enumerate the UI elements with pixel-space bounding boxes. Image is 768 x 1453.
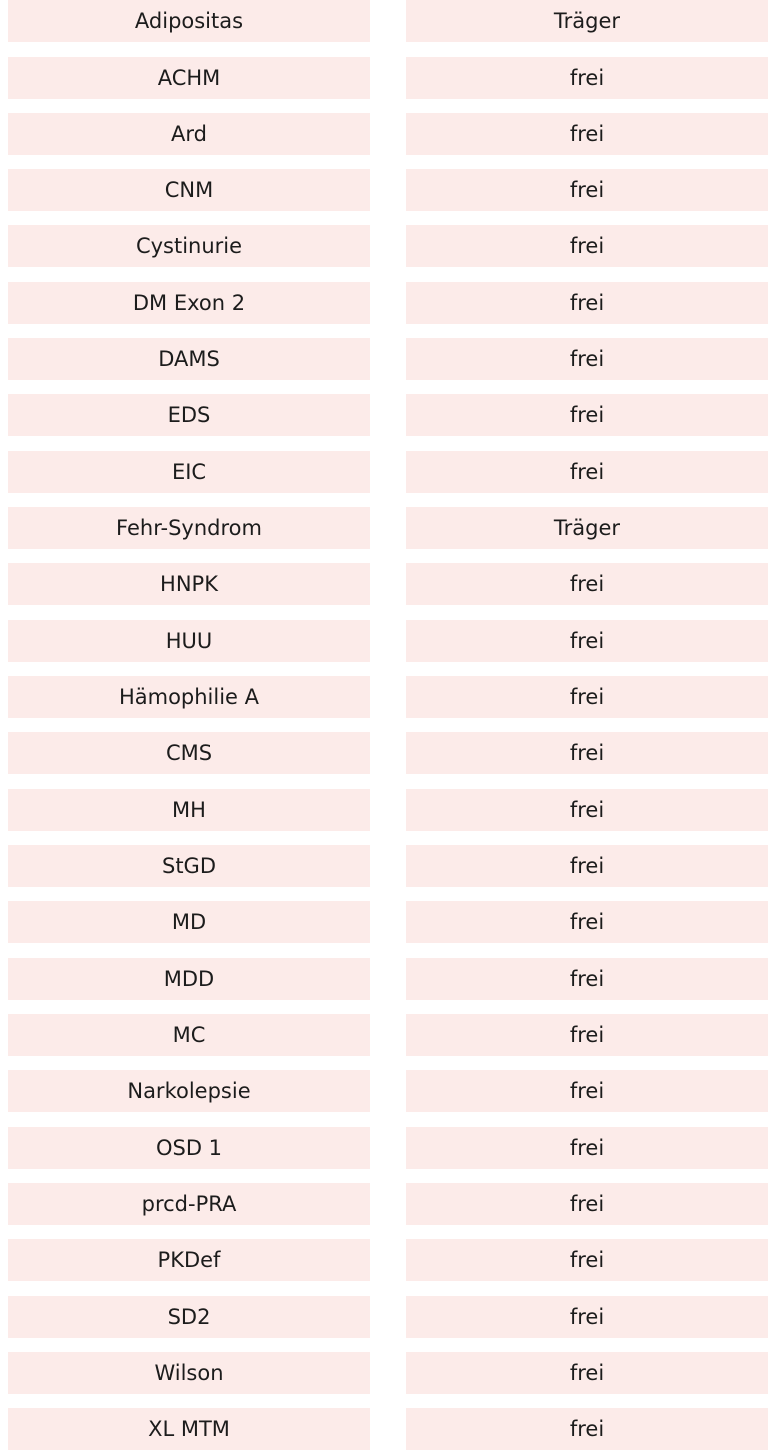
- table-row: [0, 169, 768, 211]
- table-row: [0, 282, 768, 324]
- disease-name-cell: Narkolepsie: [8, 1070, 370, 1112]
- status-cell: frei: [406, 1408, 768, 1450]
- disease-name-cell: DM Exon 2: [8, 282, 370, 324]
- status-cell: frei: [406, 676, 768, 718]
- disease-name-cell: Hämophilie A: [8, 676, 370, 718]
- status-cell: frei: [406, 169, 768, 211]
- status-cell: frei: [406, 225, 768, 267]
- status-cell: frei: [406, 394, 768, 436]
- status-cell: frei: [406, 563, 768, 605]
- disease-name-cell: MDD: [8, 958, 370, 1000]
- disease-name-cell: Fehr-Syndrom: [8, 507, 370, 549]
- status-cell: frei: [406, 901, 768, 943]
- status-cell: frei: [406, 845, 768, 887]
- status-cell: Träger: [406, 0, 768, 42]
- table-row: [0, 1296, 768, 1338]
- disease-name-cell: CMS: [8, 732, 370, 774]
- table-row: [0, 1239, 768, 1281]
- table-row: [0, 394, 768, 436]
- table-row: [0, 732, 768, 774]
- disease-name-cell: StGD: [8, 845, 370, 887]
- status-cell: frei: [406, 1127, 768, 1169]
- status-cell: Träger: [406, 507, 768, 549]
- status-cell: frei: [406, 282, 768, 324]
- table-row: [0, 57, 768, 99]
- status-cell: frei: [406, 958, 768, 1000]
- disease-name-cell: SD2: [8, 1296, 370, 1338]
- table-row: [0, 1070, 768, 1112]
- table-row: [0, 845, 768, 887]
- disease-name-cell: Cystinurie: [8, 225, 370, 267]
- status-cell: frei: [406, 1014, 768, 1056]
- status-cell: frei: [406, 620, 768, 662]
- disease-name-cell: prcd-PRA: [8, 1183, 370, 1225]
- table-row: [0, 1352, 768, 1394]
- table-row: [0, 225, 768, 267]
- table-row: [0, 958, 768, 1000]
- table-row: [0, 1183, 768, 1225]
- table-row: [0, 1408, 768, 1450]
- table-row: [0, 0, 768, 42]
- table-row: [0, 113, 768, 155]
- table-row: [0, 563, 768, 605]
- disease-name-cell: MH: [8, 789, 370, 831]
- disease-name-cell: EDS: [8, 394, 370, 436]
- disease-name-cell: Adipositas: [8, 0, 370, 42]
- status-cell: frei: [406, 451, 768, 493]
- table-row: [0, 1127, 768, 1169]
- status-cell: frei: [406, 1352, 768, 1394]
- disease-name-cell: OSD 1: [8, 1127, 370, 1169]
- table-row: [0, 1014, 768, 1056]
- disease-name-cell: Wilson: [8, 1352, 370, 1394]
- disease-name-cell: PKDef: [8, 1239, 370, 1281]
- disease-name-cell: HUU: [8, 620, 370, 662]
- table-row: [0, 338, 768, 380]
- disease-name-cell: Ard: [8, 113, 370, 155]
- status-cell: frei: [406, 1239, 768, 1281]
- disease-name-cell: DAMS: [8, 338, 370, 380]
- disease-name-cell: XL MTM: [8, 1408, 370, 1450]
- status-cell: frei: [406, 1296, 768, 1338]
- table-row: [0, 901, 768, 943]
- disease-name-cell: CNM: [8, 169, 370, 211]
- table-row: [0, 676, 768, 718]
- status-cell: frei: [406, 57, 768, 99]
- disease-name-cell: EIC: [8, 451, 370, 493]
- table-row: [0, 451, 768, 493]
- table-row: [0, 507, 768, 549]
- disease-name-cell: ACHM: [8, 57, 370, 99]
- table-row: [0, 789, 768, 831]
- status-cell: frei: [406, 1070, 768, 1112]
- status-cell: frei: [406, 789, 768, 831]
- disease-name-cell: MC: [8, 1014, 370, 1056]
- status-cell: frei: [406, 338, 768, 380]
- status-cell: frei: [406, 732, 768, 774]
- table-row: [0, 620, 768, 662]
- disease-name-cell: HNPK: [8, 563, 370, 605]
- disease-name-cell: MD: [8, 901, 370, 943]
- status-cell: frei: [406, 1183, 768, 1225]
- status-cell: frei: [406, 113, 768, 155]
